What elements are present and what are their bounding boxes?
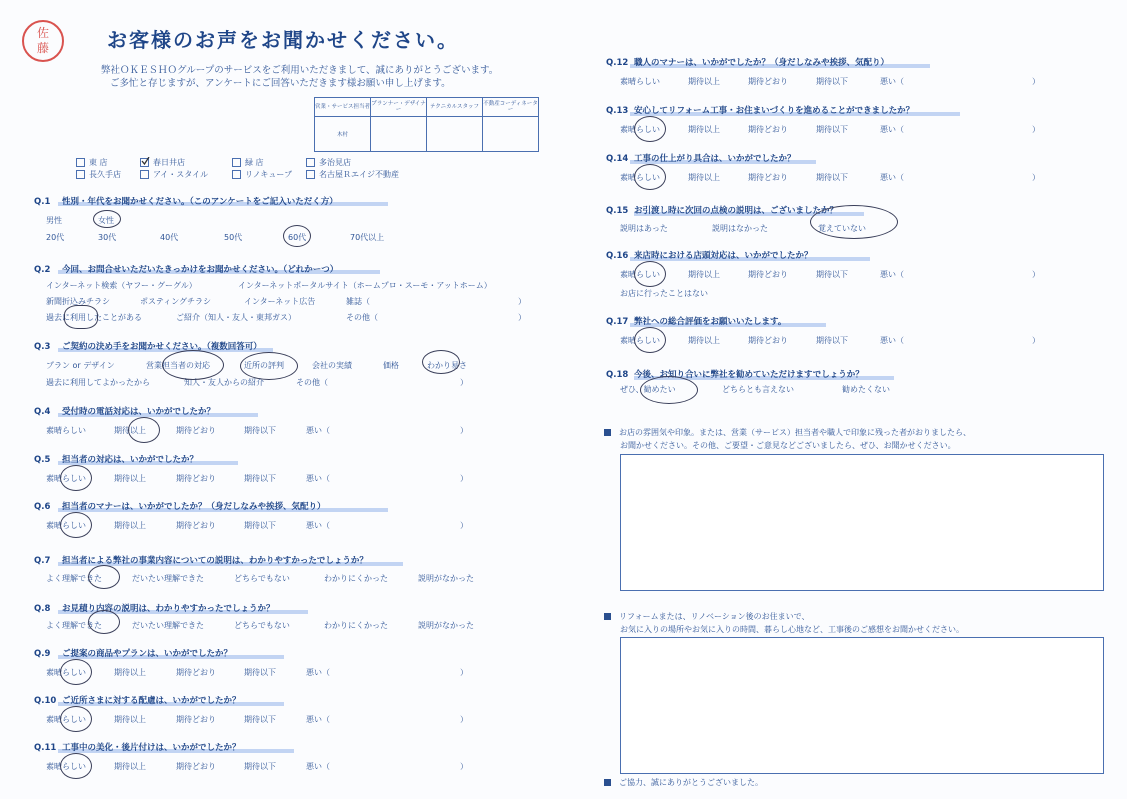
store-option[interactable]: 名古屋Ｒエイジ不動産 xyxy=(306,169,399,180)
option-sales-staff[interactable]: 営業担当者の対応 xyxy=(146,361,210,370)
option-reputation[interactable]: 近所の評判 xyxy=(244,361,284,370)
option-excellent[interactable]: 素晴らしい xyxy=(46,668,86,677)
option-above-expectation[interactable]: 期待以上 xyxy=(114,668,146,677)
checkbox[interactable] xyxy=(140,170,149,179)
option-posting-flyer[interactable]: ポスティングチラシ xyxy=(140,297,212,306)
option-20s[interactable]: 20代 xyxy=(46,233,65,242)
option-above-expectation[interactable]: 期待以上 xyxy=(688,125,720,134)
option-bad[interactable]: 悪い（ xyxy=(306,474,330,483)
option-magazine[interactable]: 雑誌（ xyxy=(346,297,370,306)
option-below-expectation[interactable]: 期待以下 xyxy=(244,762,276,771)
question-5: Q.5 担当者の対応は、いかがでしたか？ xyxy=(34,455,199,465)
store-option[interactable]: 長久手店 xyxy=(76,169,121,180)
bracket: ） xyxy=(518,297,526,306)
option-above-expectation[interactable]: 期待以上 xyxy=(688,336,720,345)
option-search[interactable]: インターネット検索（ヤフー・グーグル） xyxy=(46,281,197,290)
checkbox[interactable] xyxy=(232,158,241,167)
option-below-expectation[interactable]: 期待以下 xyxy=(816,336,848,345)
bracket: ） xyxy=(460,762,468,771)
store-option-checked[interactable]: 春日井店 xyxy=(140,157,185,168)
option-never-visited[interactable]: お店に行ったことはない xyxy=(620,289,708,298)
option-no-explanation[interactable]: 説明がなかった xyxy=(418,621,474,630)
option-below-expectation[interactable]: 期待以下 xyxy=(244,474,276,483)
bullet-square-icon xyxy=(604,779,611,786)
bracket: ） xyxy=(1032,173,1040,182)
checkbox[interactable] xyxy=(306,158,315,167)
bracket: ） xyxy=(460,426,468,435)
store-option[interactable]: アイ・スタイル xyxy=(140,169,208,180)
staff-signature[interactable]: 木村 xyxy=(315,117,371,152)
option-internet-ad[interactable]: インターネット広告 xyxy=(244,297,316,306)
option-friend-referral[interactable]: 知人・友人からの紹介 xyxy=(184,378,264,387)
bracket: ） xyxy=(460,378,468,387)
option-30s[interactable]: 30代 xyxy=(98,233,117,242)
store-option[interactable]: 緑 店 xyxy=(232,157,264,168)
answer-circle xyxy=(60,753,92,779)
option-bad[interactable]: 悪い（ xyxy=(306,668,330,677)
option-bad[interactable]: 悪い（ xyxy=(880,173,904,182)
option-above-expectation[interactable]: 期待以上 xyxy=(114,762,146,771)
option-referral[interactable]: ご紹介（知人・友人・東邦ガス） xyxy=(176,313,296,322)
option-not-explained[interactable]: 説明はなかった xyxy=(712,224,768,233)
option-other[interactable]: その他（ xyxy=(296,378,328,387)
staff-header-planner: プランナー・デザイナー xyxy=(371,98,427,117)
option-as-expected[interactable]: 期待どおり xyxy=(748,77,788,86)
option-40s[interactable]: 40代 xyxy=(160,233,179,242)
staff-header-sales: 営業・サービス担当者 xyxy=(315,98,371,117)
option-bad[interactable]: 悪い（ xyxy=(306,762,330,771)
option-excellent[interactable]: 素晴らしい xyxy=(620,173,660,182)
option-bad[interactable]: 悪い（ xyxy=(306,715,330,724)
option-as-expected[interactable]: 期待どおり xyxy=(748,125,788,134)
option-past-good[interactable]: 過去に利用してよかったから xyxy=(46,378,150,387)
option-clarity[interactable]: わかり易さ xyxy=(427,361,467,370)
question-2: Q.2 今回、お問合せいただいたきっかけをお聞かせください。（どれかーつ） xyxy=(34,265,339,275)
question-18: Q.18 今後、お知り合いに弊社を勧めていただけますでしょうか？ xyxy=(606,370,864,380)
checkbox[interactable] xyxy=(76,158,85,167)
option-mostly-understood[interactable]: だいたい理解できた xyxy=(132,621,204,630)
option-below-expectation[interactable]: 期待以下 xyxy=(244,521,276,530)
question-13: Q.13 安心してリフォーム工事・お住まいづくりを進めることができましたか？ xyxy=(606,106,915,116)
option-excellent[interactable]: 素晴らしい xyxy=(620,77,660,86)
answer-circle xyxy=(634,327,666,353)
option-understood[interactable]: よく理解できた xyxy=(46,574,102,583)
option-excellent[interactable]: 素晴らしい xyxy=(46,521,86,530)
check-icon xyxy=(141,157,150,166)
feedback-1-textarea[interactable] xyxy=(620,454,1104,591)
option-below-expectation[interactable]: 期待以下 xyxy=(244,715,276,724)
option-unclear[interactable]: わかりにくかった xyxy=(324,621,388,630)
question-6: Q.6 担当者のマナーは、いかがでしたか？（身だしなみや挨拶、気配り） xyxy=(34,502,326,512)
question-8: Q.8 お見積り内容の説明は、わかりやすかったでしょうか？ xyxy=(34,604,275,614)
option-neutral[interactable]: どちらとも言えない xyxy=(722,385,794,394)
option-not-recommend[interactable]: 勧めたくない xyxy=(842,385,890,394)
option-below-expectation[interactable]: 期待以下 xyxy=(816,173,848,182)
option-explained[interactable]: 説明はあった xyxy=(620,224,668,233)
option-excellent[interactable]: 素晴らしい xyxy=(46,426,86,435)
option-bad[interactable]: 悪い（ xyxy=(880,77,904,86)
option-bad[interactable]: 悪い（ xyxy=(880,270,904,279)
option-as-expected[interactable]: 期待どおり xyxy=(176,668,216,677)
feedback-2-prompt: リフォームまたは、リノベーション後のお住まいで、 xyxy=(604,611,809,622)
store-option[interactable]: リノキューブ xyxy=(232,169,292,180)
question-14: Q.14 工事の仕上がり具合は、いかがでしたか？ xyxy=(606,154,796,164)
feedback-1-prompt: お店の雰囲気や印象。または、営業（サービス）担当者や職人で印象に残った者がおりましたら、 xyxy=(604,427,971,438)
option-bad[interactable]: 悪い（ xyxy=(306,426,330,435)
bracket: ） xyxy=(1032,77,1040,86)
checkbox[interactable] xyxy=(76,170,85,179)
checkbox-checked[interactable] xyxy=(140,158,149,167)
question-11: Q.11 工事中の美化・後片付けは、いかがでしたか？ xyxy=(34,743,241,753)
option-no-explanation[interactable]: 説明がなかった xyxy=(418,574,474,583)
store-option[interactable]: 東 店 xyxy=(76,157,108,168)
answer-circle xyxy=(60,706,92,732)
option-understood[interactable]: よく理解できた xyxy=(46,621,102,630)
option-below-expectation[interactable]: 期待以下 xyxy=(816,270,848,279)
option-other[interactable]: その他（ xyxy=(346,313,378,322)
option-past-user[interactable]: 過去に利用したことがある xyxy=(46,313,142,322)
staff-header-realestate: 不動産コーディネーター xyxy=(483,98,539,117)
answer-circle xyxy=(88,610,120,634)
feedback-2-prompt-2: お気に入りの場所やお気に入りの時間、暮らし心地など、工事後のご感想をお聞かせください。 xyxy=(620,625,964,634)
staff-cell-realestate[interactable] xyxy=(483,117,539,152)
option-below-expectation[interactable]: 期待以下 xyxy=(816,125,848,134)
option-female[interactable]: 女性 xyxy=(98,216,114,225)
option-as-expected[interactable]: 期待どおり xyxy=(748,173,788,182)
answer-circle xyxy=(634,261,666,287)
intro-line-2: ご多忙と存じますが、アンケートにご回答いただきます様お願い申し上げます。 xyxy=(110,78,451,89)
option-as-expected[interactable]: 期待どおり xyxy=(176,521,216,530)
option-as-expected[interactable]: 期待どおり xyxy=(176,474,216,483)
question-4: Q.4 受付時の電話対応は、いかがでしたか？ xyxy=(34,407,216,417)
feedback-2-textarea[interactable] xyxy=(620,637,1104,774)
question-15: Q.15 お引渡し時に次回の点検の説明は、ございましたか？ xyxy=(606,206,839,216)
checkbox[interactable] xyxy=(306,170,315,179)
option-excellent[interactable]: 素晴らしい xyxy=(46,762,86,771)
option-neutral[interactable]: どちらでもない xyxy=(234,621,290,630)
answer-circle xyxy=(640,376,698,404)
option-as-expected[interactable]: 期待どおり xyxy=(176,762,216,771)
option-above-expectation[interactable]: 期待以上 xyxy=(688,270,720,279)
option-above-expectation[interactable]: 期待以上 xyxy=(688,77,720,86)
bracket: ） xyxy=(1032,125,1040,134)
answer-circle xyxy=(60,659,92,685)
bracket: ） xyxy=(460,521,468,530)
option-excellent[interactable]: 素晴らしい xyxy=(46,474,86,483)
option-below-expectation[interactable]: 期待以下 xyxy=(816,77,848,86)
bullet-square-icon xyxy=(604,613,611,620)
option-plan-design[interactable]: プラン or デザイン xyxy=(46,361,115,370)
question-3: Q.3 ご契約の決め手をお聞かせください。（複数回答可） xyxy=(34,342,262,352)
option-above-expectation[interactable]: 期待以上 xyxy=(114,715,146,724)
option-mostly-understood[interactable]: だいたい理解できた xyxy=(132,574,204,583)
option-male[interactable]: 男性 xyxy=(46,216,62,225)
answer-circle xyxy=(60,465,92,491)
staff-cell-tech[interactable] xyxy=(427,117,483,152)
option-definitely-recommend[interactable]: ぜひ、勧めたい xyxy=(620,385,676,394)
option-excellent[interactable]: 素晴らしい xyxy=(620,270,660,279)
option-as-expected[interactable]: 期待どおり xyxy=(748,270,788,279)
option-bad[interactable]: 悪い（ xyxy=(880,125,904,134)
answer-circle xyxy=(422,350,460,374)
option-50s[interactable]: 50代 xyxy=(224,233,243,242)
feedback-1-prompt-2: お聞かせください。その他、ご要望・ご意見などございましたら、ぜひ、お聞かせください。 xyxy=(620,441,956,450)
option-above-expectation[interactable]: 期待以上 xyxy=(688,173,720,182)
staff-cell-planner[interactable] xyxy=(371,117,427,152)
bracket: ） xyxy=(1032,270,1040,279)
answer-circle xyxy=(60,512,92,538)
seal-stamp: 佐 藤 xyxy=(22,20,64,62)
bullet-square-icon xyxy=(604,429,611,436)
option-as-expected[interactable]: 期待どおり xyxy=(176,715,216,724)
answer-circle xyxy=(634,164,666,190)
question-17: Q.17 弊社への総合評価をお願いいたします。 xyxy=(606,317,787,327)
option-above-expectation[interactable]: 期待以上 xyxy=(114,426,146,435)
option-neutral[interactable]: どちらでもない xyxy=(234,574,290,583)
bracket: ） xyxy=(1032,336,1040,345)
intro-line-1: 弊社ＯＫＥＳＨＯグループのサービスをご利用いただきまして、誠にありがとうございます。 xyxy=(101,65,499,76)
option-as-expected[interactable]: 期待どおり xyxy=(176,426,216,435)
answer-circle xyxy=(634,116,666,142)
option-as-expected[interactable]: 期待どおり xyxy=(748,336,788,345)
answer-circle xyxy=(240,352,298,380)
option-bad[interactable]: 悪い（ xyxy=(306,521,330,530)
option-unclear[interactable]: わかりにくかった xyxy=(324,574,388,583)
checkbox[interactable] xyxy=(232,170,241,179)
option-newspaper-flyer[interactable]: 新聞折込みチラシ xyxy=(46,297,110,306)
option-excellent[interactable]: 素晴らしい xyxy=(46,715,86,724)
question-9: Q.9 ご提案の商品やプランは、いかがでしたか？ xyxy=(34,649,233,659)
option-above-expectation[interactable]: 期待以上 xyxy=(114,474,146,483)
store-option[interactable]: 多治見店 xyxy=(306,157,351,168)
question-12: Q.12 職人のマナーは、いかがでしたか？（身だしなみや挨拶、気配り） xyxy=(606,58,890,68)
answer-circle xyxy=(128,417,160,443)
option-above-expectation[interactable]: 期待以上 xyxy=(114,521,146,530)
bracket: ） xyxy=(460,715,468,724)
bracket: ） xyxy=(460,474,468,483)
option-below-expectation[interactable]: 期待以下 xyxy=(244,426,276,435)
option-portal[interactable]: インターネットポータルサイト（ホームプロ・スーモ・アットホーム） xyxy=(238,281,492,290)
option-60s[interactable]: 60代 xyxy=(288,233,307,242)
question-10: Q.10 ご近所さまに対する配慮は、いかがでしたか？ xyxy=(34,696,241,706)
option-dont-remember[interactable]: 覚えていない xyxy=(818,224,866,233)
bracket: ） xyxy=(518,313,526,322)
answer-circle xyxy=(283,225,311,247)
page-title: お客様のお声をお聞かせください。 xyxy=(107,28,459,52)
staff-header-tech: テクニカルスタッフ xyxy=(427,98,483,117)
option-excellent[interactable]: 素晴らしい xyxy=(620,125,660,134)
question-7: Q.7 担当者による弊社の事業内容についての説明は、わかりやすかったでしょうか？ xyxy=(34,556,368,566)
answer-circle xyxy=(64,305,98,329)
option-70s-plus[interactable]: 70代以上 xyxy=(350,233,385,242)
option-bad[interactable]: 悪い（ xyxy=(880,336,904,345)
question-16: Q.16 来店時における店頭対応は、いかがでしたか？ xyxy=(606,251,813,261)
option-excellent[interactable]: 素晴らしい xyxy=(620,336,660,345)
answer-circle xyxy=(810,205,898,239)
answer-circle xyxy=(88,565,120,589)
answer-circle xyxy=(162,350,224,380)
answer-circle xyxy=(93,210,121,228)
option-below-expectation[interactable]: 期待以下 xyxy=(244,668,276,677)
bracket: ） xyxy=(460,668,468,677)
footer-thanks: ご協力、誠にありがとうございました。 xyxy=(604,777,763,788)
option-track-record[interactable]: 会社の実績 xyxy=(312,361,352,370)
staff-table xyxy=(314,97,539,152)
option-price[interactable]: 価格 xyxy=(383,361,399,370)
question-1: Q.1 性別・年代をお聞かせください。（このアンケートをご記入いただく方） xyxy=(34,197,338,207)
